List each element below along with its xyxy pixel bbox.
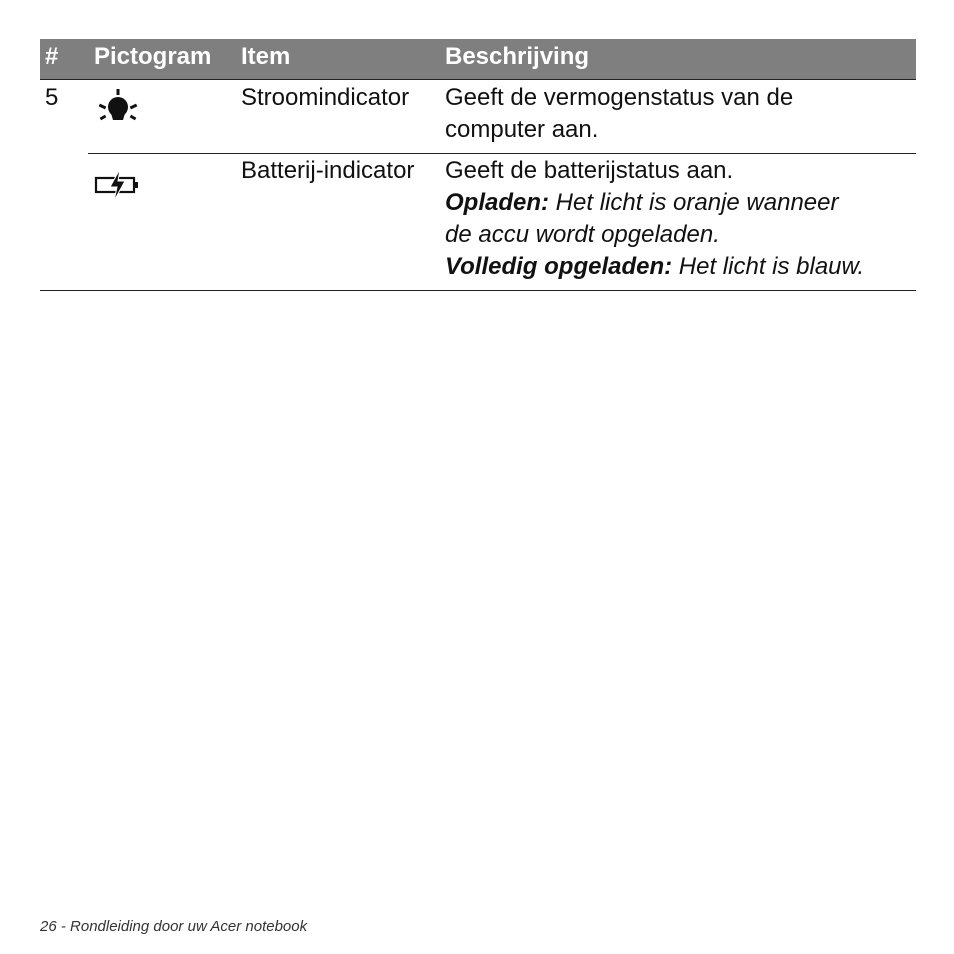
item-label: Batterij-indicator (241, 157, 415, 184)
page-footer: 26 - Rondleiding door uw Acer notebook (40, 918, 308, 935)
battery-charging-icon (94, 167, 142, 212)
description-line (445, 251, 864, 283)
indicator-table (40, 39, 916, 291)
header-description: Beschrijving (445, 43, 590, 70)
table-header (40, 39, 916, 79)
item-description (445, 155, 864, 283)
charging-text: Het licht is oranje wanneer (549, 189, 839, 216)
description-line (445, 187, 864, 219)
description-line: Geeft de vermogenstatus van de (445, 84, 794, 111)
item-description (445, 82, 793, 146)
description-line: computer aan. (445, 116, 599, 143)
description-line: Geeft de batterijstatus aan. (445, 157, 734, 184)
header-item: Item (241, 43, 291, 70)
full-label: Volledig opgeladen: (445, 253, 673, 280)
full-text: Het licht is blauw. (672, 253, 865, 280)
item-label: Stroomindicator (241, 84, 410, 111)
row-number: 5 (45, 84, 59, 111)
header-num: # (45, 43, 59, 70)
table-row (40, 79, 916, 153)
description-line: de accu wordt opgeladen. (445, 221, 720, 248)
table-row (40, 153, 916, 291)
charging-label: Opladen: (445, 189, 550, 216)
header-pictogram: Pictogram (94, 43, 212, 70)
power-indicator-icon (94, 86, 142, 143)
row-divider (88, 153, 916, 154)
